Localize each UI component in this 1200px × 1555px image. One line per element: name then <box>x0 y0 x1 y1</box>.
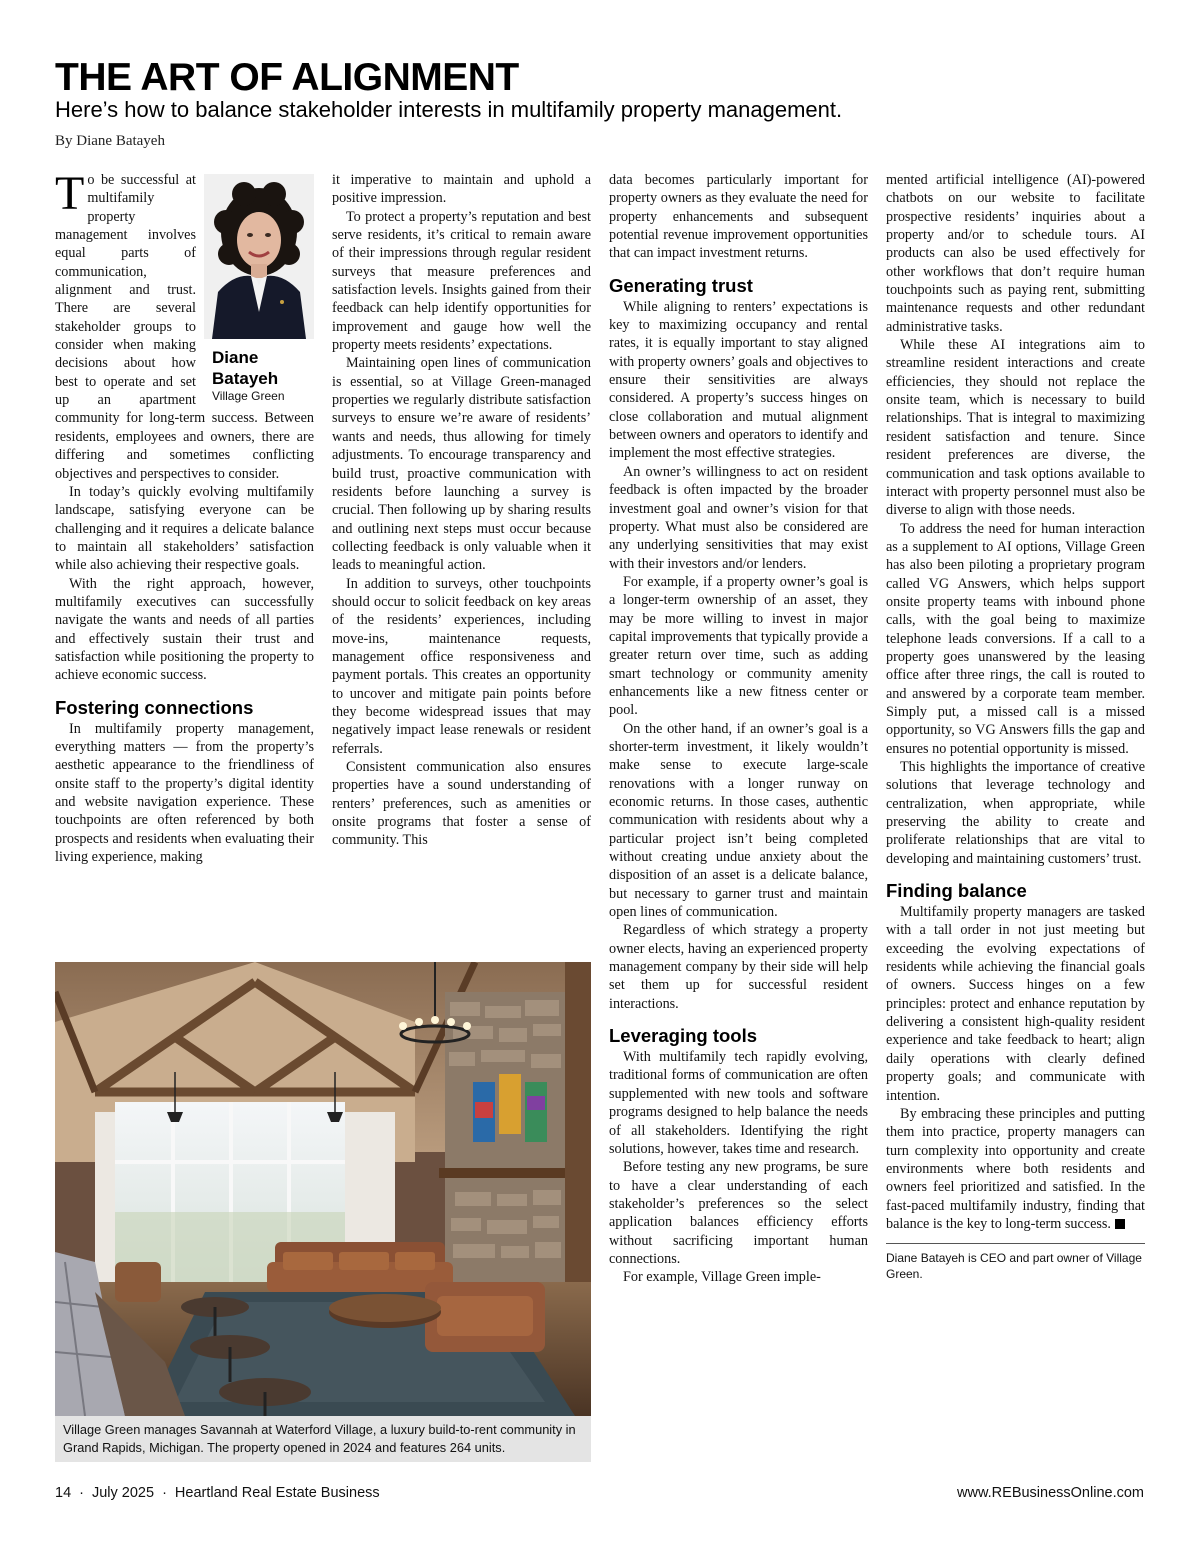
page-footer-left <box>55 1485 380 1501</box>
column-1 <box>55 167 314 866</box>
issue-date: July 2025 <box>91 1485 155 1501</box>
body-paragraph: In today’s quickly evolving multifamily landscape, satisfying everyone can be challenging and it requires a delicate balance to maintain all stakeholders’ satisfaction while also achieving their respective goals. <box>55 483 314 574</box>
body-paragraph: Maintaining open lines of communication is essential, so at Village Green-managed properties we regularly distribute satisfaction surveys to ensure we’re aware of residents’ wants and needs, thus allowing for timely adjustments. To encourage transparency and build trust, proactive communication with residents before launching a survey is crucial. Then following up by sharing results and outlining next steps must occur because collecting feedback is only valuable when it leads to meaningful action. <box>332 355 591 574</box>
body-paragraph: To protect a property’s reputation and best serve residents, it’s critical to remain aware of their impressions through regular resident surveys that measure preferences and satisfaction levels. Insights gained from their feedback can help identify opportunities for improvement and gauge how well the property meets residents’ expectations. <box>332 208 591 354</box>
author-photo <box>204 174 314 339</box>
column-3 <box>609 171 868 1287</box>
body-paragraph: Multifamily property managers are tasked with a tall order in not just meeting but exceeding the evolving expectations of residents while achieving the financial goals of owners. Success hinges on a few principles: protect and enhance reputation by delivering a consistent high-quality resident experience and take feedback to heart; align daily operations with clearly defined property goals; and communicate with intention. <box>886 904 1145 1104</box>
feature-photo <box>55 962 591 1416</box>
body-paragraph: With the right approach, however, multifamily executives can successfully navigate the wants and needs of all parties and effectively sustain their trust and satisfaction while positioning the property to achieve economic success. <box>55 575 314 684</box>
footer-separator: · <box>79 1485 84 1501</box>
subhead-fostering-connections: Fostering connections <box>55 696 254 718</box>
body-paragraph: While aligning to renters’ expectations is key to maximizing occupancy and rental rates, it is equally important to stay aligned with property owners’ goals and objectives to ensure their sensitivities are always considered. A property’s success hinges on close collaboration and mutual alignment between owners and operators to identify and implement the most effective strategies. <box>609 298 868 462</box>
paragraph-text: By embracing these principles and putting them into practice, property managers can turn complexity into opportunity and create environments where both residents and owners feel prioritized and satisfied. In the fast-paced multifamily industry, finding that balance is the key to long-term success. <box>886 1105 1145 1232</box>
body-paragraph: Regardless of which strategy a property owner elects, having an experienced property management company by their side will help set them up for successful resident interactions. <box>609 922 868 1012</box>
author-portrait <box>204 174 314 404</box>
body-paragraph: In addition to surveys, other touchpoints should occur to solicit feedback on key areas of the residents’ experiences, including move-ins, maintenance requests, management office responsiveness and payment portals. This creates an opportunity to uncover and mitigate pain points before they become widespread issues that may negatively impact lease renewals or resident referrals. <box>332 575 591 757</box>
column-4 <box>886 171 1145 1282</box>
photo-caption: Village Green manages Savannah at Waterford Village, a luxury build-to-rent community in Grand Rapids, Michigan. The property opened in 2024 and features 264 units. <box>55 1416 591 1462</box>
body-paragraph: For example, if a property owner’s goal is a longer-term ownership of an asset, they may be more willing to invest in major capital improvements that typically provide a greater return over time, such as adding smart technology or community amenity enhancements like a new fitness center or pool. <box>609 573 868 719</box>
article-deck: Here’s how to balance stakeholder interests in multifamily property management. <box>55 97 843 122</box>
body-paragraph: Before testing any new programs, be sure to have a clear understanding of each stakeholder’s preferences so the select application balances efficiency efforts without sacrificing important human connections. <box>609 1159 868 1267</box>
body-paragraph: This highlights the importance of creative solutions that leverage technology and centralization, when appropriate, while preserving the ability to create and proliferate relationships that are vital to developing and maintaining customers’ trust. <box>886 759 1145 867</box>
drop-cap: T <box>55 167 85 220</box>
subhead-leveraging-tools: Leveraging tools <box>609 1025 758 1047</box>
body-paragraph: An owner’s willingness to act on resident feedback is often impacted by the broader investment goal and owner’s vision for that property. What must also be considered are any underlying sensitivities that may exist with their investors and/or lenders. <box>609 463 868 572</box>
body-paragraph: On the other hand, if an owner’s goal is a shorter-term investment, it likely wouldn’t make sense to execute large-scale renovations with a longer runway on economic returns. In those cases, authentic communication with residents about why a particular project isn’t being completed without creating undue anxiety about the disposition of an asset is a delicate balance, but necessary to garner trust and maintain open lines of communication. <box>609 720 868 921</box>
author-name <box>204 339 314 389</box>
author-last-name: Batayeh <box>212 369 279 388</box>
column-2 <box>332 171 591 850</box>
footer-separator: · <box>162 1485 167 1501</box>
author-first-name: Diane <box>212 348 259 367</box>
subhead-generating-trust: Generating trust <box>609 274 753 296</box>
article-byline: By Diane Batayeh <box>55 133 165 149</box>
publication-name: Heartland Real Estate Business <box>174 1485 380 1501</box>
body-paragraph: To address the need for human interaction as a supplement to AI options, Village Green has also been piloting a proprietary program called VG Answers, which helps support onsite property teams with inbound phone calls, with the goal being to maximize telephone leads conversions. If a call to a property goes unanswered by the leasing office after three rings, the call is routed to and answered by a corporate team member. Simply put, a missed call is a missed opportunity, so VG Answers fills the gap and ensures no potential opportunity is missed. <box>886 520 1145 757</box>
publication-website[interactable]: www.REBusinessOnline.com <box>957 1485 1144 1501</box>
body-paragraph: Consistent communication also ensures properties have a sound understanding of renters’ preferences, such as amenities or onsite programs that foster a sense of community. This <box>332 759 591 849</box>
author-organization: Village Green <box>212 389 285 403</box>
body-paragraph <box>886 1105 1145 1233</box>
end-mark-icon <box>1115 1219 1125 1229</box>
subhead-finding-balance: Finding balance <box>886 880 1027 902</box>
body-paragraph: In multifamily property management, everything matters — from the property’s aesthetic appearance to the friendliness of onsite staff to the property’s digital identity and website navigation experience. These touchpoints are often referenced by both prospects and residents when evaluating their living experience, making <box>55 720 314 866</box>
author-bio: Diane Batayeh is CEO and part owner of Village Green. <box>886 1243 1145 1282</box>
body-paragraph: data becomes particularly important for property owners as they evaluate the need for property enhancements and subsequent potential revenue improvement opportunities that can impact investment returns. <box>609 172 868 262</box>
body-paragraph: it imperative to maintain and uphold a positive impression. <box>332 172 591 207</box>
body-paragraph: mented artificial intelligence (AI)-powered chatbots on our website to facilitate prospective residents’ inquiries about a property and/or to schedule tours. AI products can also be used effectively for other workflows that don’t require human touchpoints such as paying rent, submitting maintenance requests and other redundant administrative tasks. <box>886 172 1145 335</box>
paragraph-text: o be successful at multifamily property management involves equal parts of communication, alignment and trust. There are several stakeholder groups to consider when making decisions about how best to operate and set up an apartment community for long-term success. Between residents, employees and owners, there are differing and sometimes conflicting objectives and perspectives to consider. <box>55 172 314 482</box>
body-paragraph: For example, Village Green imple- <box>623 1269 821 1286</box>
page-number: 14 <box>55 1485 72 1501</box>
body-paragraph: While these AI integrations aim to streamline resident interactions and create efficiencies, they should not replace the onsite team, which is necessary to build relationships. That is integral to maximizing resident satisfaction and tenure. Since resident preferences are diverse, the communication and task options available to interact with property personnel must also be diverse to align with those needs. <box>886 337 1145 519</box>
body-paragraph: With multifamily tech rapidly evolving, traditional forms of communication are often supplemented with new tools and software programs designed to help balance the needs of all stakeholders. Identifying the right solutions, however, takes time and research. <box>609 1049 868 1157</box>
article-title: THE ART OF ALIGNMENT <box>55 56 519 99</box>
